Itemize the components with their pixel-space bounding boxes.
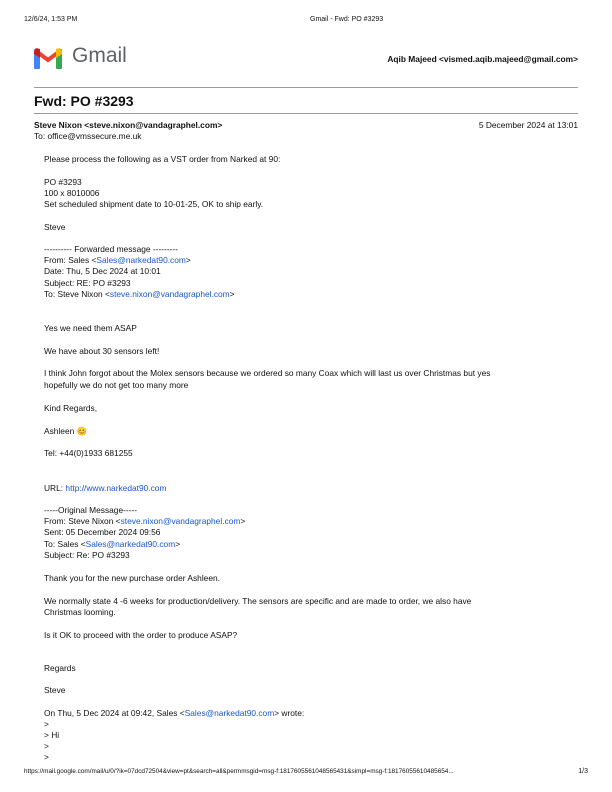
body-line: Set scheduled shipment date to 10-01-25, OK to ship early. (44, 199, 264, 209)
email-subject: Fwd: PO #3293 (34, 93, 134, 109)
quote-line: > (44, 741, 49, 751)
body-line: Steve (44, 685, 66, 695)
signature-name: Ashleen (44, 426, 75, 436)
body-line: Regards (44, 663, 76, 673)
label: > wrote: (274, 708, 305, 718)
quote-attribution (44, 708, 304, 718)
body-line: We normally state 4 -6 weeks for production/delivery. The sensors are specific and are made to order, we also have (44, 596, 472, 606)
orig-sent: Sent: 05 December 2024 09:56 (44, 527, 161, 537)
print-title: Gmail - Fwd: PO #3293 (310, 16, 384, 23)
quote-line: > Hi (44, 730, 60, 740)
label: > (240, 516, 246, 526)
orig-subject: Subject: Re: PO #3293 (44, 550, 130, 560)
body-line: Tel: +44(0)1933 681255 (44, 448, 133, 458)
fwd-date: Date: Thu, 5 Dec 2024 at 10:01 (44, 266, 161, 276)
fwd-from (44, 255, 191, 265)
quote-line: > (44, 719, 49, 729)
body-line: PO #3293 (44, 177, 82, 187)
website-link[interactable]: http://www.narkedat90.com (65, 483, 167, 493)
email-link[interactable]: Sales@narkedat90.com (85, 539, 176, 549)
body-line: 100 x 8010006 (44, 188, 100, 198)
sender: Steve Nixon <steve.nixon@vandagraphel.com> (34, 120, 223, 130)
body-line: We have about 30 sensors left! (44, 346, 160, 356)
body-line: Christmas looming. (44, 607, 116, 617)
signature (44, 426, 87, 436)
body-line: Is it OK to proceed with the order to produce ASAP? (44, 630, 238, 640)
quote-line: > (44, 752, 49, 762)
recipient: To: office@vmssecure.me.uk (34, 131, 142, 141)
email-link[interactable]: steve.nixon@vandagraphel.com (120, 516, 241, 526)
orig-from (44, 516, 245, 526)
footer-url: https://mail.google.com/mail/u/0/?ik=07dcd72504&view=pt&search=all&permmsgid=msg-f:1817605561048565431&simpl=msg-f:18176055610485654... (24, 768, 454, 775)
label: To: Steve Nixon < (44, 289, 110, 299)
orig-to (44, 539, 180, 549)
label: > (175, 539, 181, 549)
body-line: Thank you for the new purchase order Ashleen. (44, 573, 220, 583)
gmail-m-icon (34, 45, 62, 69)
account-label: Aqib Majeed <vismed.aqib.majeed@gmail.com> (387, 54, 578, 64)
page-number: 1/3 (578, 768, 588, 775)
body-line: I think John forgot about the Molex sensors because we ordered so many Coax which will last us over Christmas but yes (44, 368, 491, 378)
label: > (229, 289, 235, 299)
fwd-subject: Subject: RE: PO #3293 (44, 278, 131, 288)
body-line: Please process the following as a VST order from Narked at 90: (44, 154, 281, 164)
body-line: hopefully we do not get too many more (44, 380, 189, 390)
label: > (185, 255, 191, 265)
url-line (44, 483, 166, 493)
divider (34, 87, 578, 88)
gmail-wordmark: Gmail (72, 44, 127, 67)
label: To: Sales < (44, 539, 86, 549)
smile-emoji-icon: 😊 (76, 426, 88, 436)
body-line: Kind Regards, (44, 403, 98, 413)
label: On Thu, 5 Dec 2024 at 09:42, Sales < (44, 708, 185, 718)
label: From: Sales < (44, 255, 97, 265)
gmail-logo (34, 44, 127, 71)
fwd-to (44, 289, 235, 299)
email-link[interactable]: steve.nixon@vandagraphel.com (109, 289, 230, 299)
body-line: Steve (44, 222, 66, 232)
forwarded-header: ---------- Forwarded message --------- (44, 244, 178, 254)
sent-date: 5 December 2024 at 13:01 (478, 120, 578, 130)
print-datetime: 12/6/24, 1:53 PM (24, 16, 78, 23)
body-line: Yes we need them ASAP (44, 323, 137, 333)
original-header: -----Original Message----- (44, 505, 138, 515)
divider (34, 113, 578, 114)
label: From: Steve Nixon < (44, 516, 121, 526)
email-link[interactable]: Sales@narkedat90.com (96, 255, 186, 265)
email-link[interactable]: Sales@narkedat90.com (184, 708, 275, 718)
label: URL: (44, 483, 66, 493)
